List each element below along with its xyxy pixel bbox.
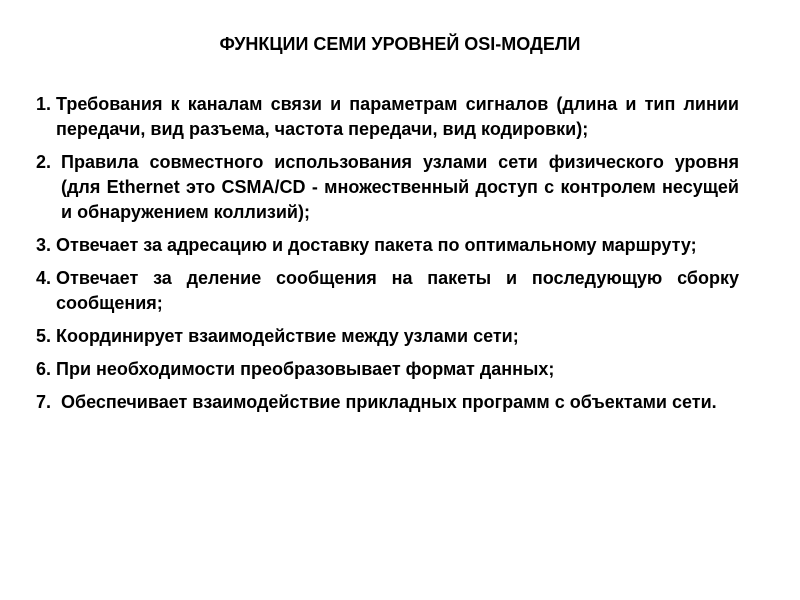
item-text: Правила совместного использования узлами сети физического уровня (для Ethernet это CSMA/CD - множественный доступ с контролем несущей и обнаружением коллизий); — [61, 152, 739, 222]
item-text: Отвечает за адресацию и доставку пакета по оптимальному маршруту; — [56, 235, 697, 255]
list-item — [36, 150, 739, 225]
item-number: 7. — [36, 392, 62, 412]
list-item — [36, 233, 739, 258]
item-text: Обеспечивает взаимодействие прикладных программ с объектами сети. — [61, 392, 717, 412]
item-number: 1. — [36, 94, 57, 114]
item-number: 3. — [36, 235, 57, 255]
item-text: Отвечает за деление сообщения на пакеты и последующую сборку сообщения; — [56, 268, 739, 313]
list-item — [36, 324, 739, 349]
list-item — [36, 92, 739, 142]
list-item — [36, 390, 739, 415]
item-number: 2. — [36, 152, 62, 172]
functions-list — [36, 92, 739, 423]
item-number: 4. — [36, 268, 57, 288]
item-text: Требования к каналам связи и параметрам сигналов (длина и тип линии передачи, вид разъема, частота передачи, вид кодировки); — [56, 94, 739, 139]
item-number: 6. — [36, 359, 57, 379]
item-text: Координирует взаимодействие между узлами сети; — [56, 326, 519, 346]
list-item — [36, 266, 739, 316]
slide-title: ФУНКЦИИ СЕМИ УРОВНЕЙ OSI-МОДЕЛИ — [219, 34, 581, 54]
item-text: При необходимости преобразовывает формат данных; — [56, 359, 555, 379]
list-item — [36, 357, 739, 382]
item-number: 5. — [36, 326, 57, 346]
